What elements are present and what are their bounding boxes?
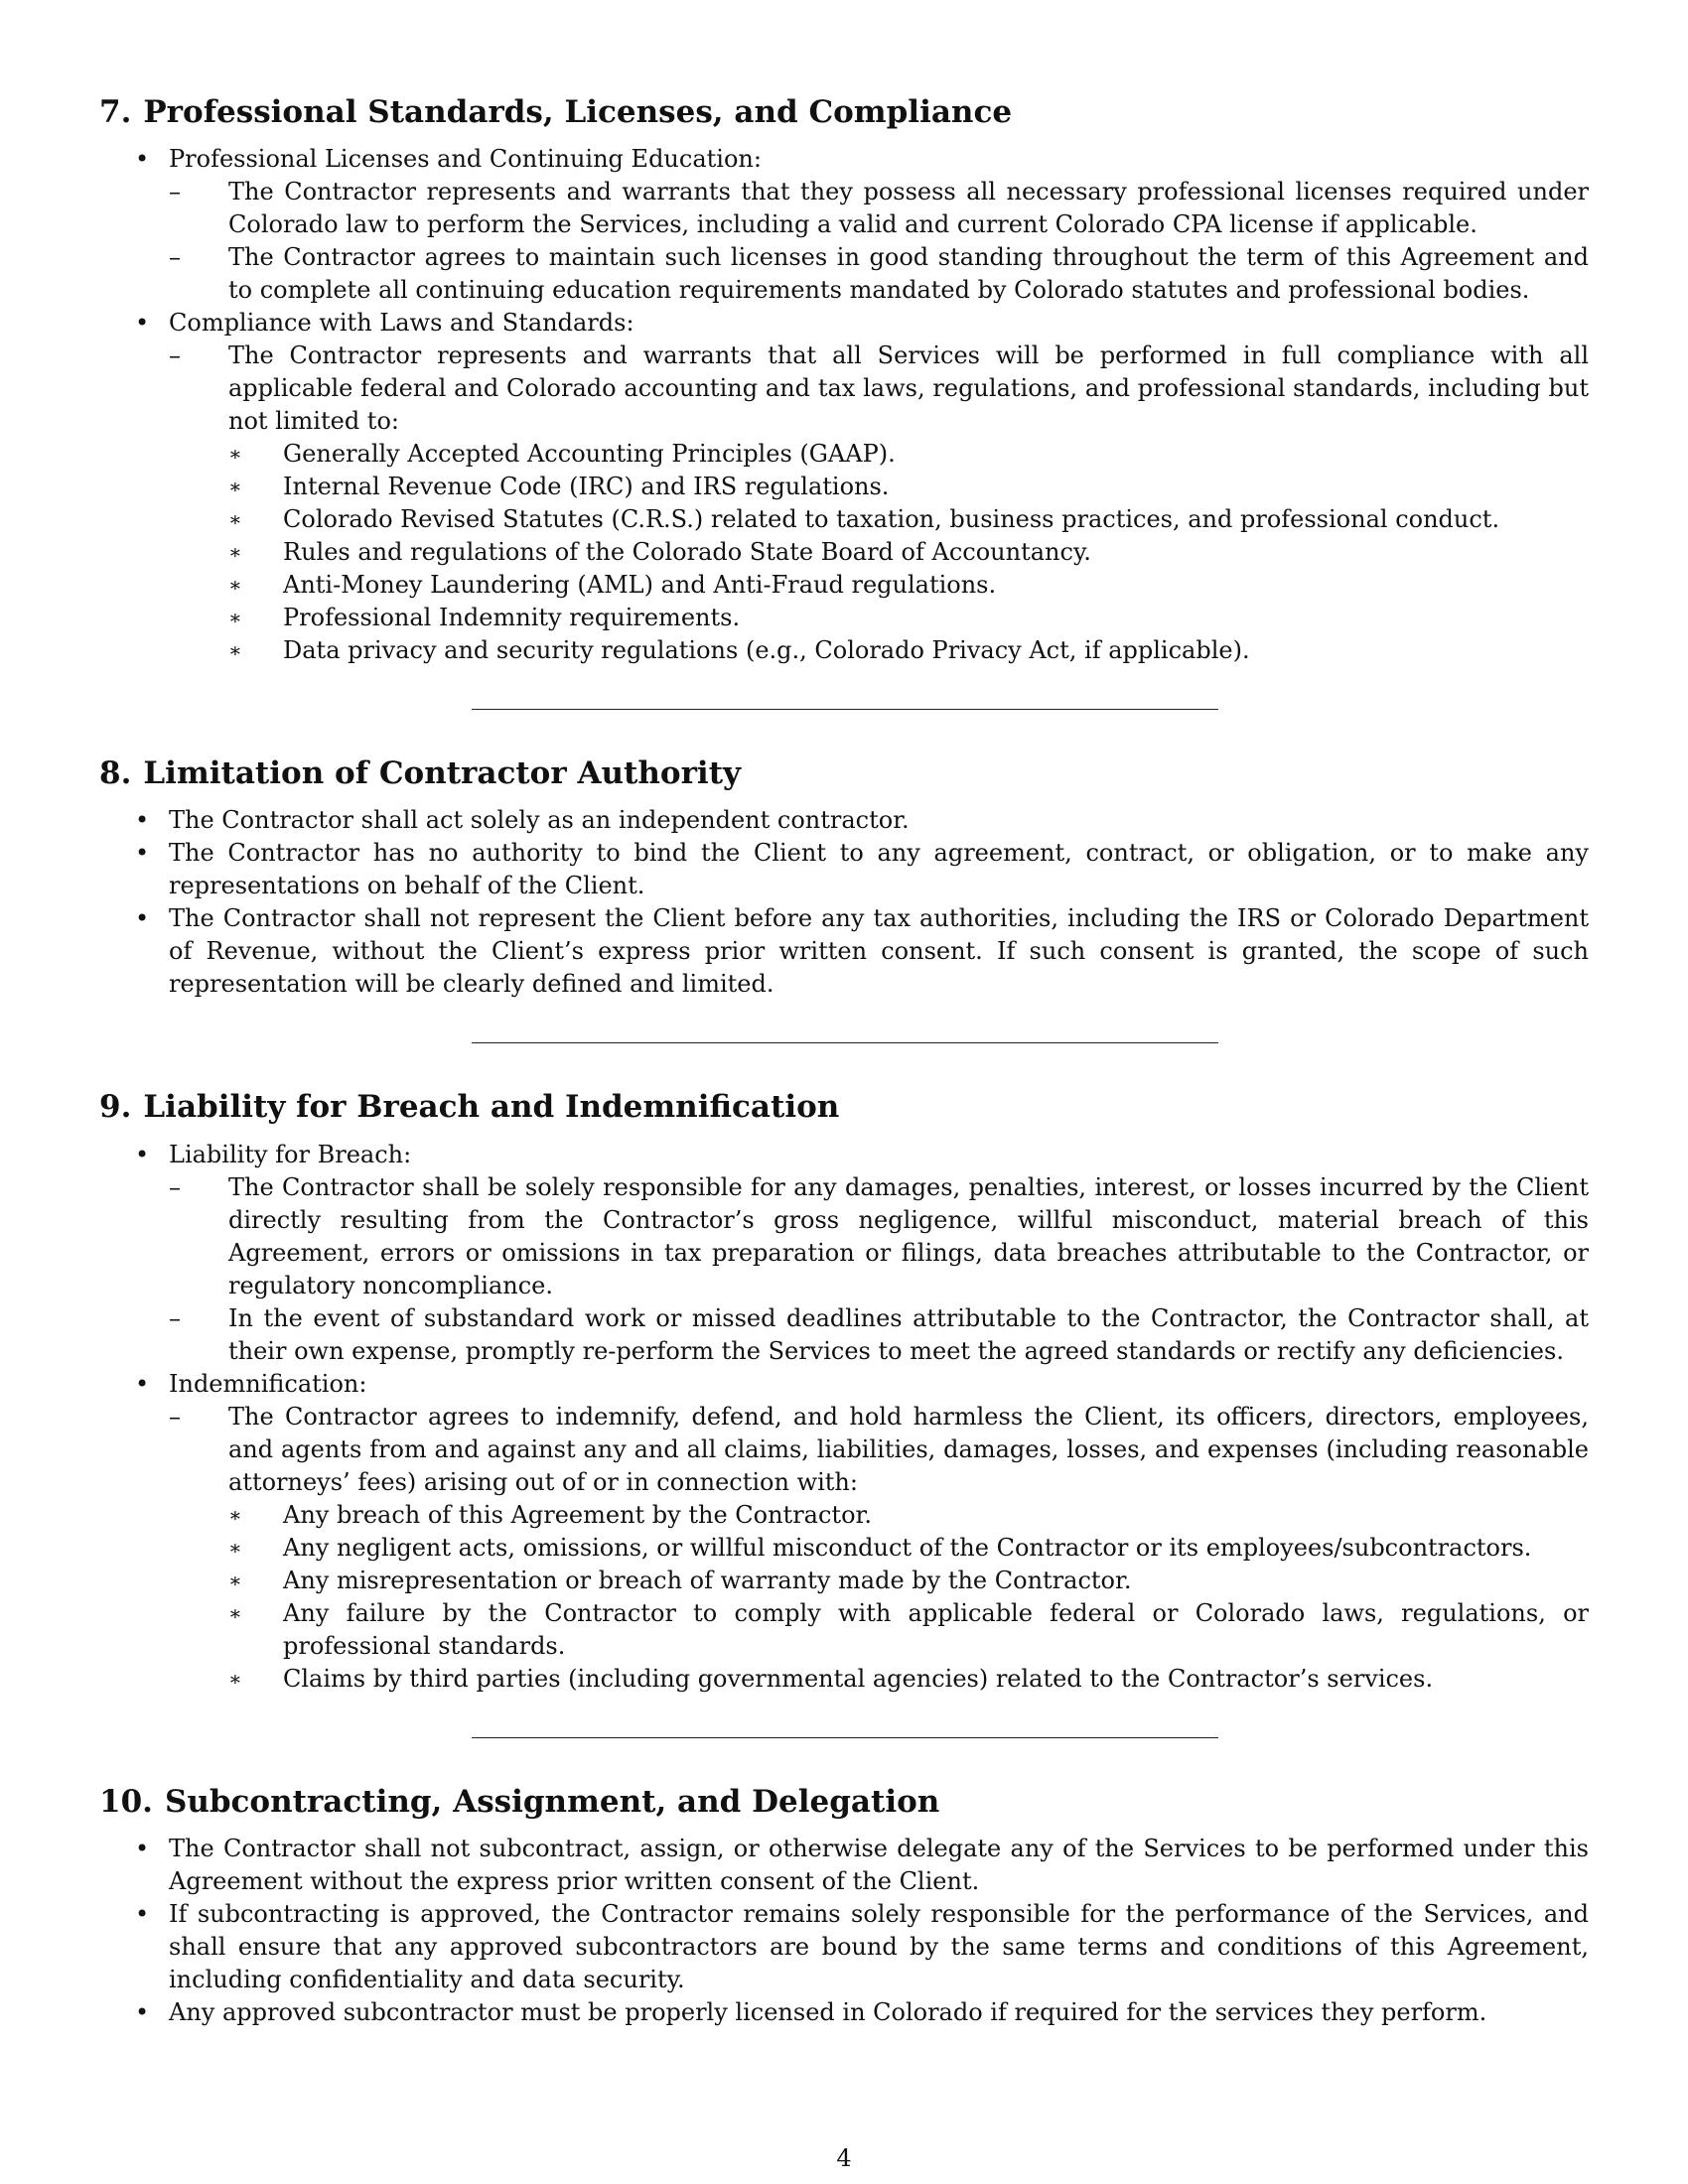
sub-item-text: The Contractor represents and warrants that all Services will be performed in full compliance with all applicable federal and Colorado accounting and tax laws, regulations, and professional standards, including but not limited to: bbox=[228, 341, 1589, 436]
sub-item bbox=[169, 1171, 1589, 1302]
document-page bbox=[99, 94, 1589, 2029]
subsub-item-text: Generally Accepted Accounting Principles (GAAP). bbox=[283, 440, 896, 469]
bullet-marker: • bbox=[135, 806, 150, 835]
asterisk-marker: ∗ bbox=[228, 475, 242, 499]
section-number: 10. bbox=[99, 1783, 153, 1820]
asterisk-marker: ∗ bbox=[228, 1666, 242, 1691]
subsub-item bbox=[228, 602, 1589, 634]
subsub-item-text: Any negligent acts, omissions, or willful misconduct of the Contractor or its employees/subcontractors. bbox=[283, 1533, 1532, 1562]
bullet-text: The Contractor has no authority to bind the Client to any agreement, contract, or obligation, or to make any representations on behalf of the Client. bbox=[169, 839, 1589, 900]
subsub-item bbox=[228, 1565, 1589, 1597]
bullet-text: Indemnification: bbox=[169, 1369, 367, 1398]
section-number: 9. bbox=[99, 1089, 132, 1126]
bullet-item bbox=[99, 1139, 1589, 1368]
asterisk-marker: ∗ bbox=[228, 1535, 242, 1560]
bullet-marker: • bbox=[135, 309, 150, 338]
section bbox=[99, 94, 1589, 667]
dash-marker: – bbox=[169, 341, 181, 370]
dash-marker: – bbox=[169, 243, 181, 272]
bullet-text: The Contractor shall not represent the Client before any tax authorities, including the IRS or Colorado Department of Revenue, without the Client’s express prior written consent. If such consent is granted, the scope of such representation will be clearly defined and limited. bbox=[169, 904, 1589, 999]
section-number: 7. bbox=[99, 94, 132, 130]
dash-marker: – bbox=[169, 1303, 181, 1332]
sub-item-text: The Contractor shall be solely responsible for any damages, penalties, interest, or losses incurred by the Client directly resulting from the Contractor’s gross negligence, willful misconduct, material breach of this Agreement, errors or omissions in tax preparation or filings, data breaches attributable to the Contractor, or regulatory noncompliance. bbox=[228, 1172, 1589, 1299]
bullet-marker: • bbox=[135, 145, 150, 174]
bullet-list bbox=[99, 1139, 1589, 1696]
bullet-text: The Contractor shall act solely as an independent contractor. bbox=[169, 806, 910, 835]
asterisk-marker: ∗ bbox=[228, 507, 242, 532]
subsub-item-text: Any breach of this Agreement by the Contractor. bbox=[283, 1500, 872, 1529]
bullet-marker: • bbox=[135, 1899, 150, 1928]
dash-marker: – bbox=[169, 178, 181, 206]
subsub-item-text: Anti-Money Laundering (AML) and Anti-Fraud regulations. bbox=[283, 571, 997, 600]
sub-item-text: The Contractor agrees to maintain such licenses in good standing throughout the term of this Agreement and to complete all continuing education requirements mandated by Colorado statutes and professional bodies. bbox=[228, 243, 1589, 305]
subsub-item bbox=[228, 536, 1589, 569]
bullet-text: Professional Licenses and Continuing Education: bbox=[169, 145, 762, 174]
bullet-marker: • bbox=[135, 1834, 150, 1862]
bullet-list bbox=[99, 1833, 1589, 2029]
bullet-item bbox=[99, 1833, 1589, 1898]
sub-list bbox=[169, 176, 1589, 307]
section-title-text: Limitation of Contractor Authority bbox=[143, 755, 742, 792]
page-number: 4 bbox=[836, 2144, 852, 2172]
bullet-list bbox=[99, 143, 1589, 667]
asterisk-marker: ∗ bbox=[228, 1600, 242, 1625]
bullet-marker: • bbox=[135, 839, 150, 868]
bullet-marker: • bbox=[135, 1140, 150, 1168]
subsub-list bbox=[228, 1499, 1589, 1696]
asterisk-marker: ∗ bbox=[228, 1502, 242, 1527]
sub-item bbox=[169, 340, 1589, 667]
dash-marker: – bbox=[169, 1402, 181, 1431]
sub-list bbox=[169, 1401, 1589, 1696]
bullet-marker: • bbox=[135, 1369, 150, 1398]
bullet-text: Liability for Breach: bbox=[169, 1140, 412, 1168]
subsub-item bbox=[228, 1597, 1589, 1663]
section-number: 8. bbox=[99, 755, 132, 792]
bullet-marker: • bbox=[135, 1997, 150, 2026]
bullet-item bbox=[99, 1898, 1589, 1996]
asterisk-marker: ∗ bbox=[228, 573, 242, 598]
subsub-item bbox=[228, 1532, 1589, 1565]
subsub-item bbox=[228, 438, 1589, 471]
sub-list bbox=[169, 340, 1589, 667]
subsub-item bbox=[228, 503, 1589, 536]
section-title bbox=[99, 94, 1589, 131]
subsub-item-text: Professional Indemnity requirements. bbox=[283, 604, 741, 632]
bullet-item bbox=[99, 307, 1589, 667]
section-divider bbox=[472, 709, 1218, 710]
bullet-item bbox=[99, 804, 1589, 837]
sub-item-text: In the event of substandard work or missed deadlines attributable to the Contractor, the Contractor shall, at their own expense, promptly re-perform the Services to meet the agreed standards or rectify any deficiencies. bbox=[228, 1303, 1589, 1365]
section-title-text: Subcontracting, Assignment, and Delegation bbox=[164, 1783, 940, 1820]
bullet-item bbox=[99, 143, 1589, 307]
subsub-item-text: Any misrepresentation or breach of warranty made by the Contractor. bbox=[283, 1566, 1132, 1594]
sub-item-text: The Contractor represents and warrants that they possess all necessary professional licenses required under Colorado law to perform the Services, including a valid and current Colorado CPA license if applicable. bbox=[228, 178, 1589, 239]
asterisk-marker: ∗ bbox=[228, 638, 242, 663]
section-title-text: Liability for Breach and Indemnification bbox=[143, 1089, 840, 1126]
bullet-text: If subcontracting is approved, the Contractor remains solely responsible for the performance of the Services, and shall ensure that any approved subcontractors are bound by the same terms and conditions of this Agreement, including confidentiality and data security. bbox=[169, 1899, 1589, 1993]
asterisk-marker: ∗ bbox=[228, 606, 242, 630]
bullet-item bbox=[99, 1368, 1589, 1696]
section bbox=[99, 1784, 1589, 2029]
bullet-text: The Contractor shall not subcontract, assign, or otherwise delegate any of the Services to be performed under this Agreement without the express prior written consent of the Client. bbox=[169, 1834, 1589, 1895]
subsub-item-text: Claims by third parties (including governmental agencies) related to the Contractor’s services. bbox=[283, 1664, 1434, 1693]
sub-item bbox=[169, 1302, 1589, 1368]
bullet-list bbox=[99, 804, 1589, 1001]
bullet-item bbox=[99, 902, 1589, 1001]
subsub-list bbox=[228, 438, 1589, 667]
sub-item-text: The Contractor agrees to indemnify, defend, and hold harmless the Client, its officers, directors, employees, and agents from and against any and all claims, liabilities, damages, losses, and expenses (including reasonable attorneys’ fees) arising out of or in connection with: bbox=[228, 1402, 1589, 1496]
asterisk-marker: ∗ bbox=[228, 540, 242, 565]
sub-item bbox=[169, 176, 1589, 241]
asterisk-marker: ∗ bbox=[228, 442, 242, 467]
subsub-item bbox=[228, 634, 1589, 667]
bullet-item bbox=[99, 1996, 1589, 2029]
section-title bbox=[99, 755, 1589, 792]
subsub-item bbox=[228, 569, 1589, 602]
sub-item bbox=[169, 1401, 1589, 1696]
bullet-text: Any approved subcontractor must be properly licensed in Colorado if required for the services they perform. bbox=[169, 1997, 1487, 2026]
bullet-text: Compliance with Laws and Standards: bbox=[169, 309, 634, 338]
subsub-item-text: Rules and regulations of the Colorado State Board of Accountancy. bbox=[283, 538, 1091, 567]
section-divider bbox=[472, 1737, 1218, 1738]
subsub-item bbox=[228, 471, 1589, 503]
asterisk-marker: ∗ bbox=[228, 1568, 242, 1592]
section-title bbox=[99, 1784, 1589, 1821]
dash-marker: – bbox=[169, 1172, 181, 1201]
subsub-item bbox=[228, 1499, 1589, 1532]
subsub-item-text: Any failure by the Contractor to comply with applicable federal or Colorado laws, regulations, or professional standards. bbox=[283, 1598, 1589, 1660]
bullet-item bbox=[99, 837, 1589, 902]
sub-list bbox=[169, 1171, 1589, 1368]
section-divider bbox=[472, 1042, 1218, 1043]
subsub-item-text: Colorado Revised Statutes (C.R.S.) related to taxation, business practices, and professional conduct. bbox=[283, 505, 1500, 534]
subsub-item-text: Internal Revenue Code (IRC) and IRS regulations. bbox=[283, 473, 890, 501]
bullet-marker: • bbox=[135, 904, 150, 933]
section bbox=[99, 1089, 1589, 1695]
sub-item bbox=[169, 241, 1589, 307]
subsub-item-text: Data privacy and security regulations (e.g., Colorado Privacy Act, if applicable). bbox=[283, 636, 1250, 665]
section bbox=[99, 755, 1589, 1001]
section-title-text: Professional Standards, Licenses, and Compliance bbox=[143, 94, 1013, 130]
subsub-item bbox=[228, 1663, 1589, 1696]
section-title bbox=[99, 1089, 1589, 1126]
